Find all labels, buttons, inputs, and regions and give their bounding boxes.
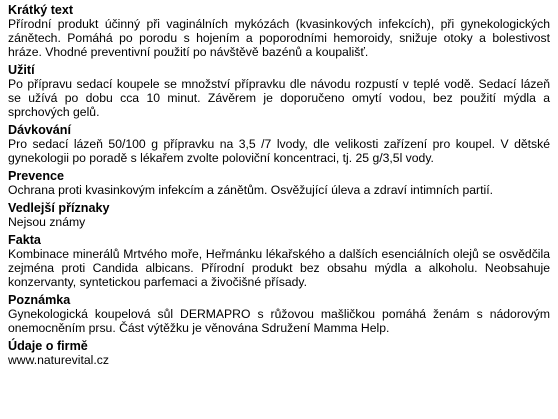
section-dosage: [8, 123, 550, 165]
section-heading: Poznámka: [8, 293, 71, 307]
section-heading: Prevence: [8, 169, 65, 183]
section-body: Kombinace minerálů Mrtvého moře, Heřmánku lékařského a dalších esenciálních olejů se osvědčila zejména proti Candida albicans. Přírodní produkt bez obsahu mýdla a alkoholu. Neobsahuje konzervanty, syntetickou parfemaci a živočišné přísady.: [8, 247, 550, 289]
section-body: Ochrana proti kvasinkovým infekcím a zánětům. Osvěžující úleva a zdraví intimních partií.: [8, 183, 493, 197]
section-body: Nejsou známy: [8, 215, 86, 229]
section-side-effects: [8, 201, 550, 229]
section-note: [8, 293, 550, 335]
section-heading: Krátký text: [8, 3, 74, 17]
section-facts: [8, 233, 550, 289]
section-heading: Vedlejší příznaky: [8, 201, 110, 215]
section-usage: [8, 63, 550, 119]
section-heading: Údaje o firmě: [8, 339, 88, 353]
section-prevention: [8, 169, 550, 197]
section-company-info: [8, 339, 550, 367]
section-heading: Užití: [8, 63, 35, 77]
section-body: Přírodní produkt účinný při vaginálních mykózách (kvasinkových infekcích), při gynekologických zánětech. Pomáhá po porodu s hojením a poporodními hemoroidy, snižuje otoky a bolestivost hráze. Vhodné preventivní použití po návštěvě bazénů a koupališť.: [8, 17, 550, 59]
section-body: Po přípravu sedací koupele se množství přípravku dle návodu rozpustí v teplé vodě. Sedací lázeň se užívá po dobu cca 10 minut. Závěrem je doporučeno omytí vodou, bez použití mýdla a sprchových gelů.: [8, 77, 550, 119]
section-body: Gynekologická koupelová sůl DERMAPRO s růžovou mašličkou pomáhá ženám s nádorovým onemocněním prsu. Část výtěžku je věnována Sdružení Mamma Help.: [8, 307, 550, 335]
section-heading: Dávkování: [8, 123, 71, 137]
section-short-text: [8, 3, 550, 59]
section-body: Pro sedací lázeň 50/100 g přípravku na 3,5 /7 lvody, dle velikosti zařízení pro koupel. V dětské gynekologii po poradě s lékařem zvolte poloviční koncentraci, tj. 25 g/3,5l vody.: [8, 137, 550, 165]
section-heading: Fakta: [8, 233, 41, 247]
company-website-text: www.naturevital.cz: [8, 353, 109, 367]
